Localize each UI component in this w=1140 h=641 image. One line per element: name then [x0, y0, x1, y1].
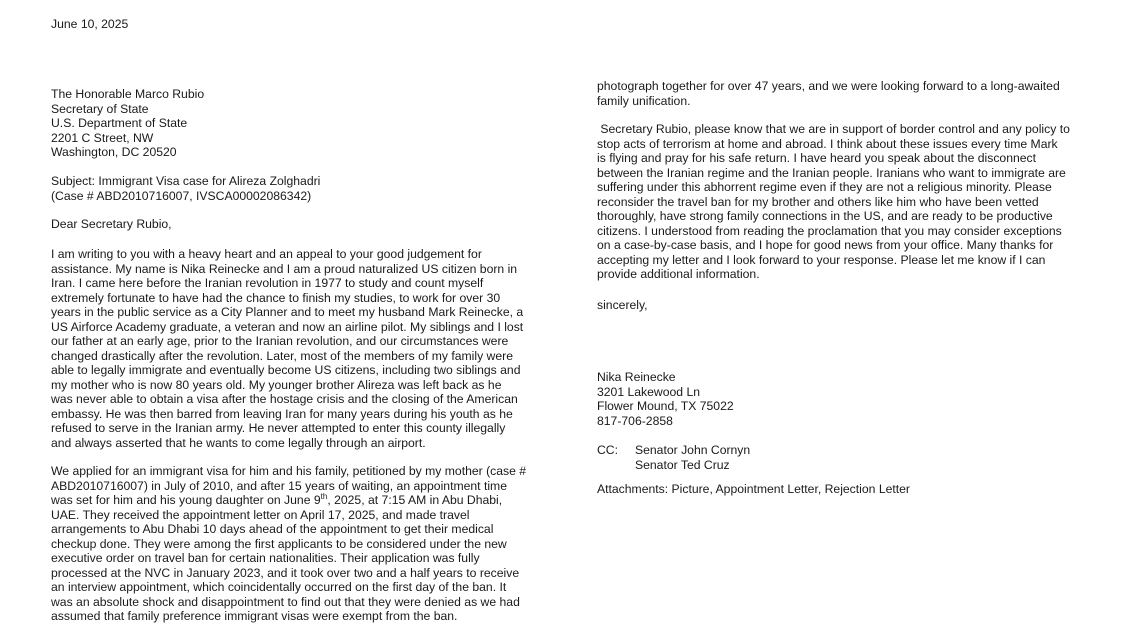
paragraph-line: arrangements to Abu Dhabi 10 days ahead of the appointment to get their medical [51, 522, 494, 536]
paragraph-segment: , 2025, at 7:15 AM in Abu Dhabi, [327, 493, 503, 507]
recipient-line: The Honorable Marco Rubio [51, 87, 205, 101]
signature-phone: 817-706-2858 [597, 413, 673, 428]
signature-address: 3201 Lakewood Ln [597, 384, 701, 399]
paragraph-line: was an absolute shock and disappointment to find out that they were denied as we had [51, 594, 520, 609]
paragraph-line: on a case-by-case basis, and I hope for good news from your office. Many thanks for [597, 238, 1054, 252]
paragraph-line: is flying and pray for his safe return. I have heard you speak about the disconnect [597, 151, 1037, 165]
paragraph-line: years in the public service as a City Planner and to meet my husband Mark Reinecke, a [51, 305, 524, 319]
paragraph-line: assumed that family preference immigrant visas were exempt from the ban. [51, 609, 458, 623]
paragraph-line: UAE. They received the appointment letter on April 17, 2025, and made travel [51, 507, 470, 522]
paragraph-line: photograph together for over 47 years, and we were looking forward to a long-awaited [597, 79, 1060, 93]
ordinal-superscript: th [320, 491, 328, 501]
closing-text: sincerely, [597, 298, 648, 312]
subject-block [51, 174, 320, 203]
recipient-line: Washington, DC 20520 [51, 145, 177, 159]
paragraph-line: was never able to obtain a visa after the hostage crisis and the closing of the American [51, 392, 518, 406]
subject-line: (Case # ABD2010716007, IVSCA00002086342) [51, 188, 312, 203]
paragraph-line: refused to serve in the Iranian army. He never attempted to enter this county illegally [51, 421, 506, 435]
paragraph-line: stop acts of terrorism at home and abroad. I think about these issues every time Mark [597, 136, 1058, 151]
recipient-line: Secretary of State [51, 101, 149, 116]
paragraph-line: suffering under this abhorrent regime even if they are not a religious minority. Please [597, 180, 1052, 194]
paragraph-segment: was set for him and his young daughter on June 9 [51, 493, 321, 507]
body-paragraph-1 [51, 247, 523, 450]
paragraph-line-with-superscript [51, 493, 526, 508]
paragraph-line: I am writing to you with a heavy heart and an appeal to your good judgement for [51, 247, 482, 261]
paragraph-line: We applied for an immigrant visa for him and his family, petitioned by my mother (case # [51, 464, 527, 478]
recipient-address [51, 87, 204, 160]
cc-row [597, 443, 750, 472]
paragraph-line: embassy. He was then barred from leaving Iran for many years during his youth as he [51, 406, 513, 421]
paragraph-line: Iran. I came here before the Iranian revolution in 1977 to study and count myself [51, 276, 484, 290]
body-paragraph-4 [597, 122, 1070, 282]
cc-name: Senator John Cornyn [635, 443, 751, 457]
attachments [597, 482, 910, 497]
paragraph-line: reconsider the travel ban for my brother and others like him who have been vetted [597, 194, 1039, 209]
paragraph-line: provide additional information. [597, 267, 760, 281]
paragraph-line: our father at an early age, prior to the Iranian revolution, and our circumstances were [51, 334, 509, 348]
date-text: June 10, 2025 [51, 17, 129, 31]
salutation-text: Dear Secretary Rubio, [51, 217, 172, 231]
salutation [51, 217, 172, 232]
paragraph-line: and always asserted that he wants to come legally through an airport. [51, 435, 426, 450]
cc-name: Senator Ted Cruz [635, 457, 730, 472]
paragraph-line: Secretary Rubio, please know that we are in support of border control and any policy to [597, 122, 1070, 136]
paragraph-line: citizens. I understood from reading the proclamation that you may consider exceptions [597, 223, 1062, 238]
paragraph-line: assistance. My name is Nika Reinecke and I am a proud naturalized US citizen born in [51, 261, 518, 276]
recipient-line: U.S. Department of State [51, 116, 188, 130]
signature-city: Flower Mound, TX 75022 [597, 399, 734, 413]
paragraph-line: between the Iranian regime and the Iranian people. Iranians who want to immigrate are [597, 165, 1066, 180]
paragraph-line: family unification. [597, 93, 691, 108]
cc-names [635, 443, 750, 472]
paragraph-line: thoroughly, have strong family connections in the US, and are ready to be productive [597, 209, 1053, 223]
paragraph-line: executive order on travel ban for certain nationalities. Their application was fully [51, 551, 480, 565]
body-paragraph-2 [51, 464, 526, 624]
paragraph-line: extremely fortunate to have had the chance to finish my studies, to work for over 30 [51, 290, 501, 305]
paragraph-line: checkup done. They were among the first applicants to be considered under the new [51, 536, 507, 551]
paragraph-line: able to legally immigrate and eventually become US citizens, including two siblings and [51, 363, 521, 377]
paragraph-line: an interview appointment, which coincidentally occurred on the first day of the ban. It [51, 580, 507, 594]
paragraph-line: ABD2010716007) in July of 2010, and after 15 years of waiting, an appointment time [51, 478, 507, 493]
cc-block [597, 443, 750, 472]
closing [597, 298, 648, 313]
signature-name: Nika Reinecke [597, 370, 676, 384]
paragraph-line: accepting my letter and I look forward to your response. Please let me know if I can [597, 252, 1046, 267]
letter-date [51, 17, 128, 32]
cc-label: CC: [597, 443, 618, 457]
signature-block [597, 370, 734, 428]
recipient-line: 2201 C Street, NW [51, 130, 154, 145]
paragraph-line: changed drastically after the revolution. Later, most of the members of my family were [51, 348, 513, 363]
paragraph-line: my mother who is now 80 years old. My younger brother Alireza was left back as he [51, 377, 502, 392]
body-paragraph-3-continued [597, 79, 1060, 108]
subject-line: Subject: Immigrant Visa case for Alireza Zolghadri [51, 174, 321, 188]
paragraph-line: US Airforce Academy graduate, a veteran and now an airline pilot. My siblings and I lost [51, 319, 524, 334]
attachments-text: Attachments: Picture, Appointment Letter, Rejection Letter [597, 482, 910, 496]
paragraph-line: processed at the NVC in January 2023, and it took over two and a half years to receive [51, 565, 520, 580]
